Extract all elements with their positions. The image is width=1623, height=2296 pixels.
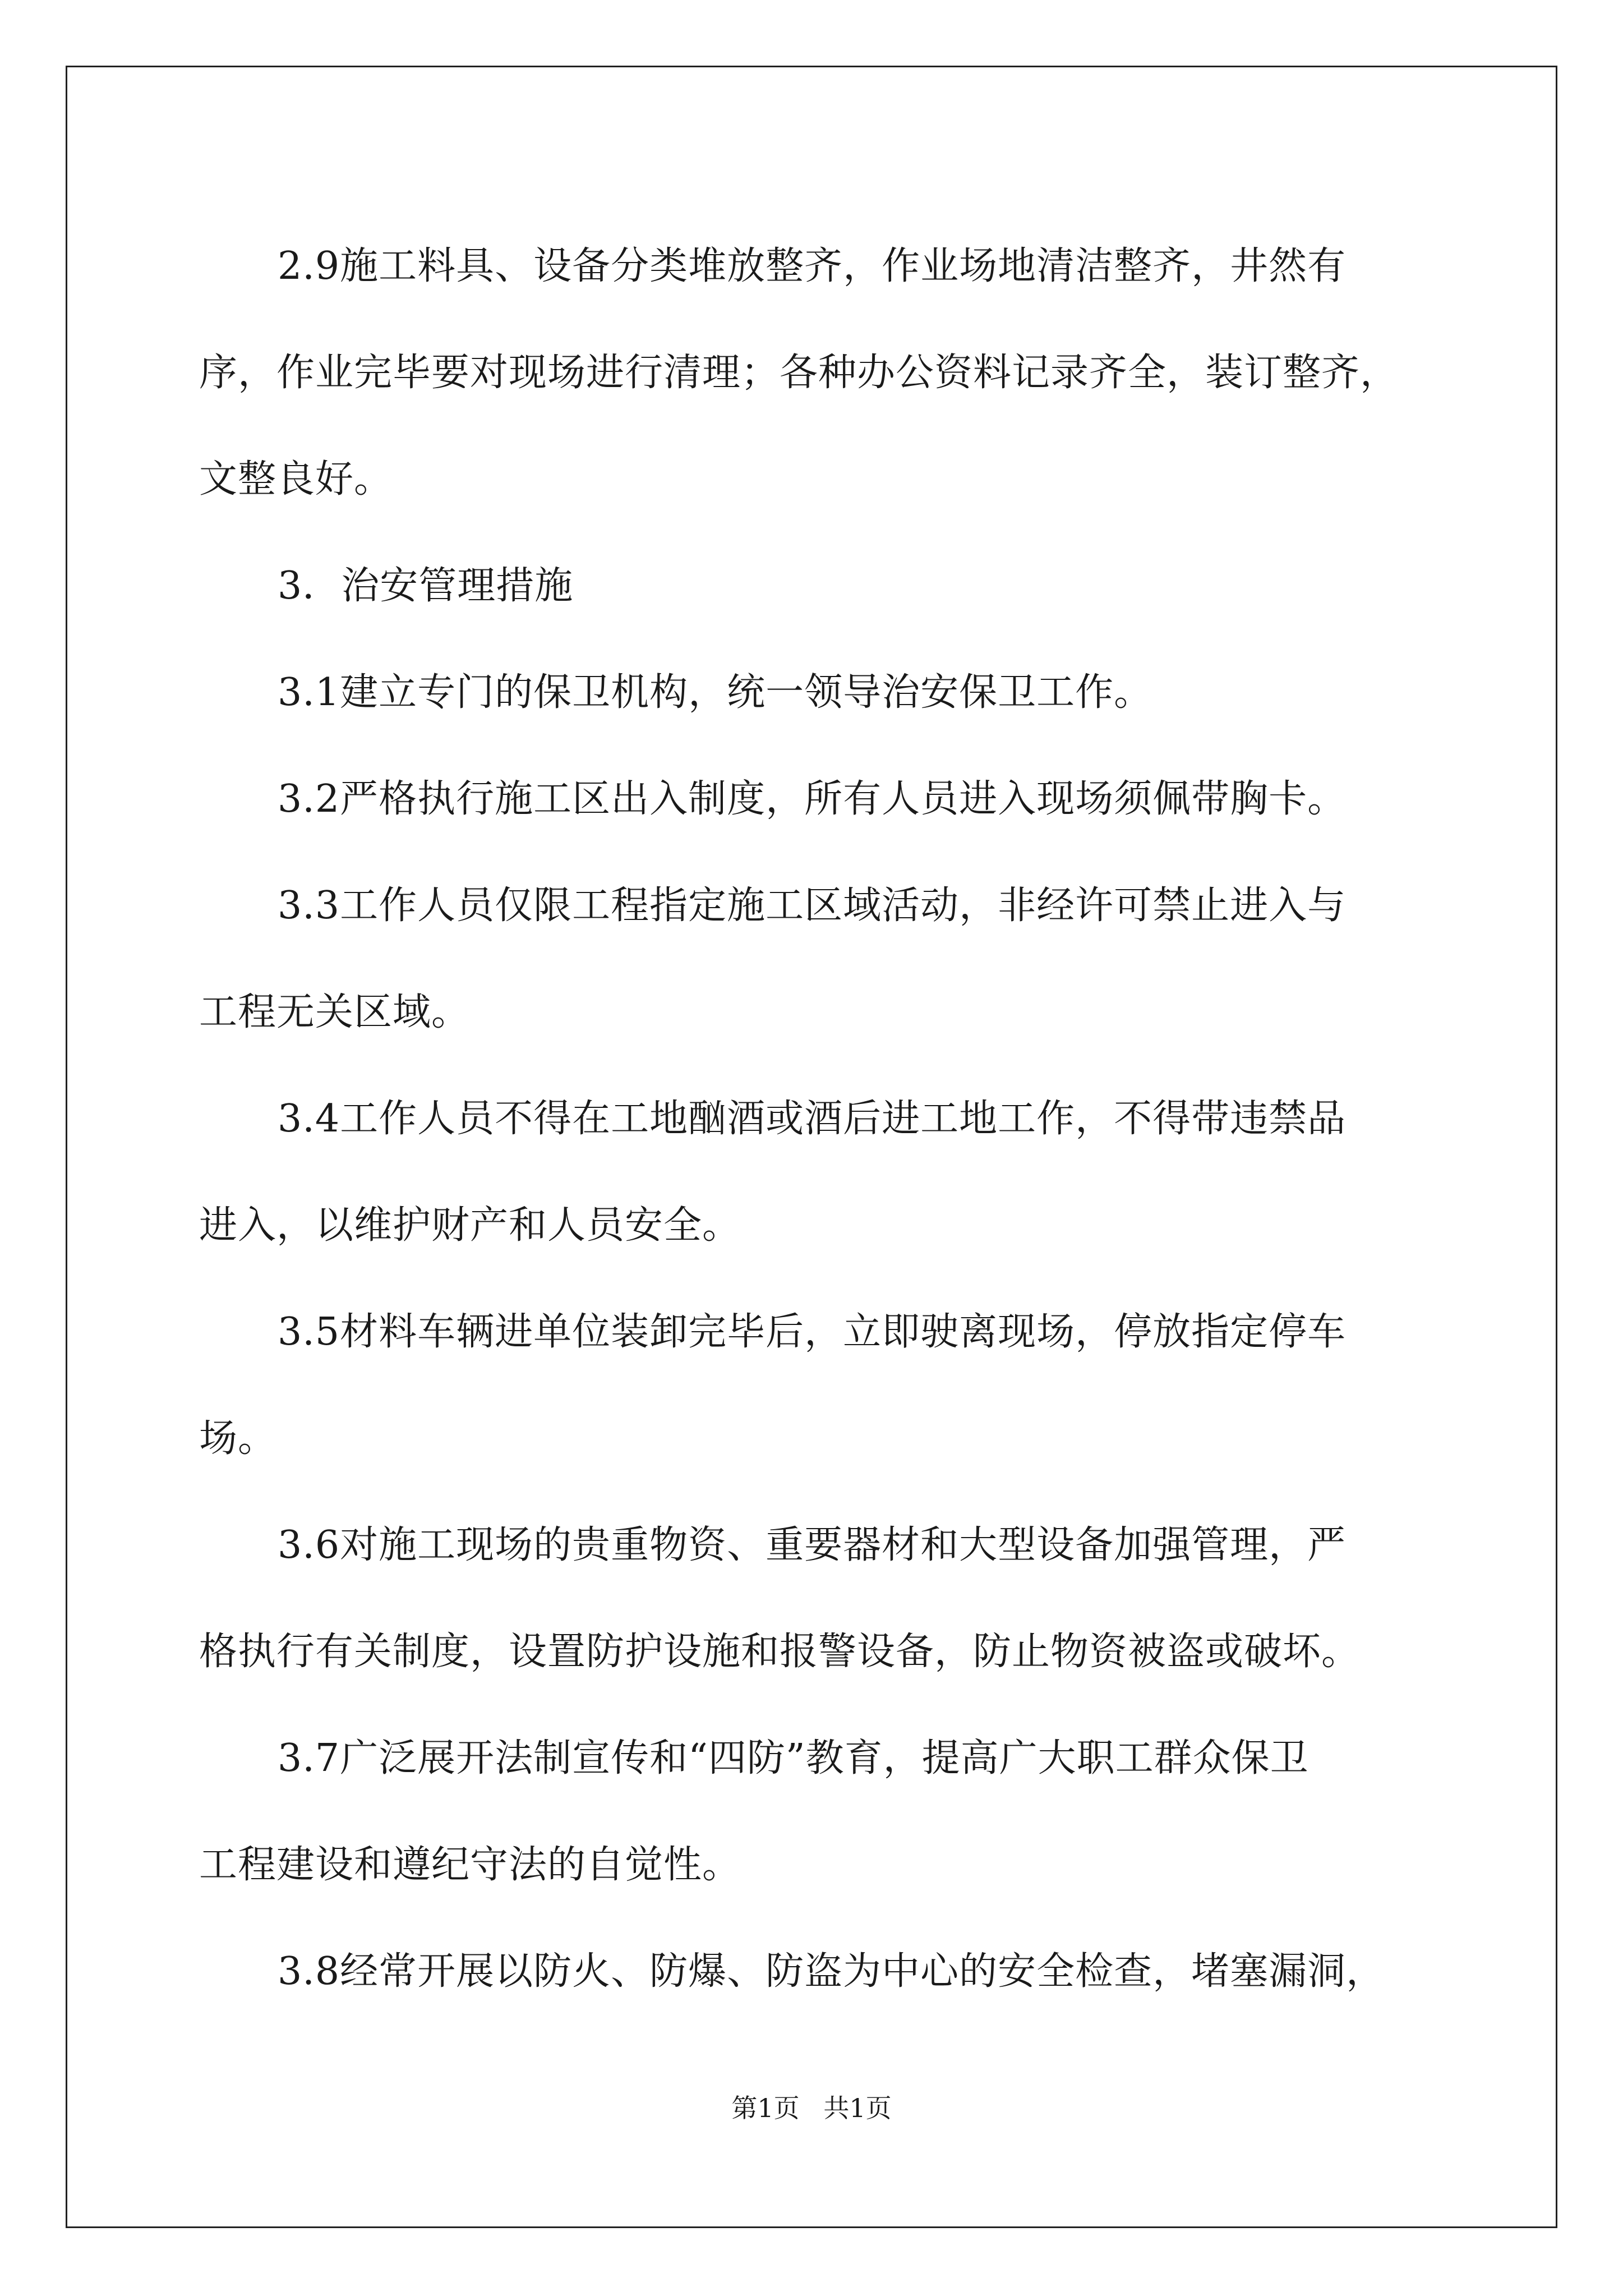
text-line: 3.1建立专门的保卫机构，统一领导治安保卫工作。 (278, 670, 1153, 715)
page-footer (0, 2091, 1623, 2125)
paragraph (199, 639, 1433, 746)
page-number-current: 第1页 (731, 2093, 800, 2123)
text-line: 文整良好。 (199, 457, 393, 501)
text-line: 3.4工作人员不得在工地酗酒或酒后进工地工作，不得带违禁品 (278, 1097, 1347, 1141)
page-number-total: 共1页 (823, 2093, 892, 2123)
paragraph (199, 1066, 1433, 1279)
paragraph (199, 746, 1433, 853)
text-line: 3.3工作人员仅限工程指定施工区域活动，非经许可禁止进入与 (278, 884, 1347, 928)
text-line: 3.2严格执行施工区出入制度，所有人员进入现场须佩带胸卡。 (278, 777, 1347, 821)
text-line: 3.8经常开展以防火、防爆、防盗为中心的安全检查，堵塞漏洞， (278, 1949, 1385, 1994)
document-body (199, 213, 1433, 2025)
section-heading (199, 533, 1433, 639)
paragraph (199, 1705, 1433, 1918)
text-line: 3．治安管理措施 (278, 564, 574, 608)
text-line: 3.6对施工现场的贵重物资、重要器材和大型设备加强管理，严 (278, 1523, 1347, 1567)
paragraph (199, 853, 1433, 1066)
text-line: 3.7广泛展开法制宣传和“四防”教育，提高广大职工群众保卫 (278, 1736, 1309, 1780)
text-line: 场。 (199, 1416, 277, 1461)
text-line: 工程建设和遵纪守法的自觉性。 (199, 1843, 741, 1887)
paragraph (199, 213, 1433, 533)
text-line: 格执行有关制度，设置防护设施和报警设备，防止物资被盗或破坏。 (199, 1630, 1361, 1674)
text-line: 2.9施工料具、设备分类堆放整齐，作业场地清洁整齐，井然有 (278, 244, 1347, 288)
text-line: 序，作业完毕要对现场进行清理；各种办公资料记录齐全，装订整齐， (199, 351, 1399, 395)
text-line: 进入，以维护财产和人员安全。 (199, 1203, 741, 1248)
text-line: 工程无关区域。 (199, 990, 471, 1034)
paragraph (199, 1279, 1433, 1492)
paragraph (199, 1492, 1433, 1705)
text-line: 3.5材料车辆进单位装卸完毕后，立即驶离现场，停放指定停车 (278, 1310, 1347, 1354)
paragraph (199, 1918, 1433, 2025)
